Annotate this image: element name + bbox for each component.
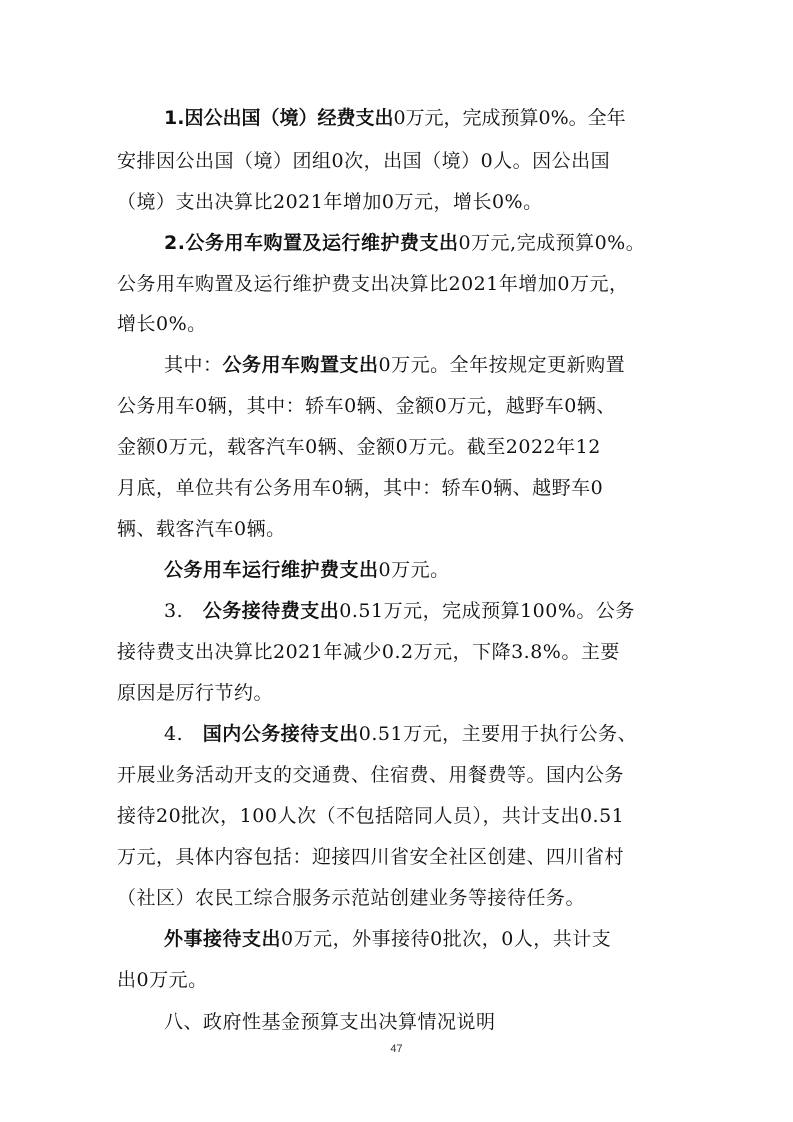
paragraph-4-line-1: 公务用车运行维护费支出0万元。 — [164, 559, 450, 581]
paragraph-2-line-1: 2.公务用车购置及运行维护费支出0万元,完成预算0%。 — [164, 232, 646, 254]
paragraph-3-line-3: 金额0万元，载客汽车0辆、金额0万元。截至2022年12 — [117, 436, 601, 458]
paragraph-6-line-2: 开展业务活动开支的交通费、住宿费、用餐费等。国内公务 — [117, 764, 625, 786]
paragraph-6-line-5: （社区）农民工综合服务示范站创建业务等接待任务。 — [117, 887, 586, 909]
bold-heading-vehicle-expense: 2.公务用车购置及运行维护费支出 — [164, 232, 459, 254]
bold-heading-vehicle-purchase: 公务用车购置支出 — [222, 354, 379, 376]
page-number: 47 — [390, 1043, 403, 1055]
paragraph-6-line-4: 万元，具体内容包括：迎接四川省安全社区创建、四川省村 — [117, 846, 625, 868]
bold-heading-reception-expense: 公务接待费支出 — [202, 600, 340, 622]
paragraph-7-line-2: 出0万元。 — [117, 969, 208, 991]
bold-heading-outbound-travel: 1.因公出国（境）经费支出 — [164, 107, 394, 129]
paragraph-3-line-2: 公务用车0辆，其中：轿车0辆、金额0万元，越野车0辆、 — [117, 395, 616, 417]
paragraph-3-line-5: 辆、载客汽车0辆。 — [117, 518, 286, 540]
bold-heading-foreign-reception: 外事接待支出 — [164, 928, 282, 950]
paragraph-1-line-2: 安排因公出国（境）团组0次，出国（境）0人。因公出国 — [117, 150, 611, 172]
section-heading: 八、政府性基金预算支出决算情况说明 — [164, 1011, 496, 1033]
paragraph-2-line-2: 公务用车购置及运行维护费支出决算比2021年增加0万元， — [117, 273, 629, 295]
paragraph-1-line-3: （境）支出决算比2021年增加0万元，增长0%。 — [117, 191, 543, 213]
paragraph-6-line-1: 4. 国内公务接待支出0.51万元，主要用于执行公务、 — [164, 723, 638, 745]
paragraph-5-line-3: 原因是厉行节约。 — [117, 682, 274, 704]
bold-heading-vehicle-operation: 公务用车运行维护费支出 — [164, 559, 379, 581]
paragraph-7-line-1: 外事接待支出0万元，外事接待0批次，0人，共计支 — [164, 928, 612, 950]
paragraph-5-line-1: 3. 公务接待费支出0.51万元，完成预算100%。公务 — [164, 600, 635, 622]
bold-heading-domestic-reception: 国内公务接待支出 — [202, 723, 359, 745]
paragraph-2-line-3: 增长0%。 — [117, 313, 207, 335]
paragraph-5-line-2: 接待费支出决算比2021年减少0.2万元，下降3.8%。主要 — [117, 641, 620, 663]
paragraph-3-line-4: 月底，单位共有公务用车0辆，其中：轿车0辆、越野车0 — [117, 477, 604, 499]
paragraph-1-line-1: 1.因公出国（境）经费支出0万元，完成预算0%。全年 — [164, 107, 626, 129]
paragraph-6-line-3: 接待20批次，100人次（不包括陪同人员），共计支出0.51 — [117, 805, 625, 827]
paragraph-3-line-1: 其中：公务用车购置支出0万元。全年按规定更新购置 — [164, 354, 626, 376]
